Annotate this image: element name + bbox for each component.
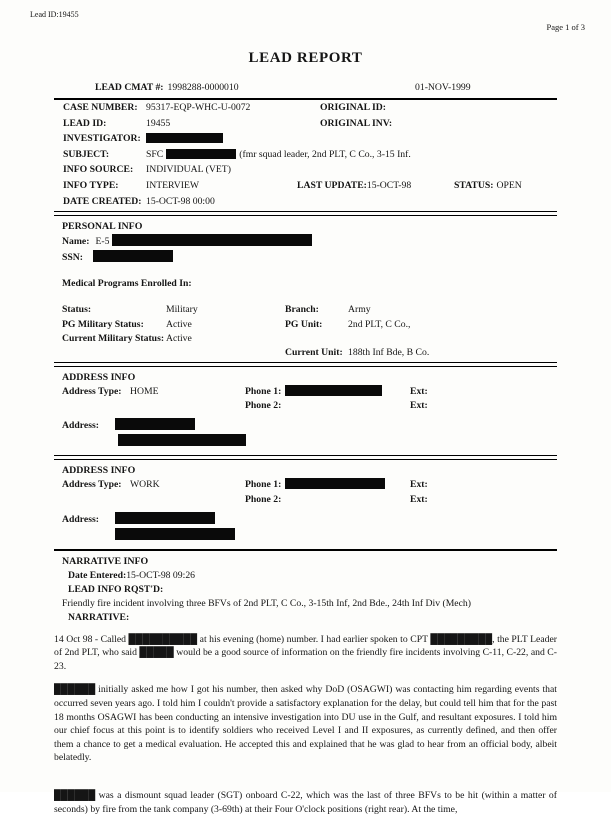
address-type-value: WORK xyxy=(130,479,160,491)
ssn-row xyxy=(54,250,557,266)
cmat-row xyxy=(54,82,557,95)
name-rank: E-5 xyxy=(95,236,110,248)
lead-info-rqstd-label: LEAD INFO RQST'D: xyxy=(68,583,164,595)
ssn-label: SSN: xyxy=(62,252,83,264)
divider-narrative xyxy=(54,549,557,551)
address-home-type-row xyxy=(54,385,557,399)
name-row xyxy=(54,234,557,250)
address-work-phone2-row xyxy=(54,493,557,507)
report-title: LEAD REPORT xyxy=(248,50,363,66)
current-unit-group xyxy=(285,346,429,360)
lead-id-stamp: Lead ID:19455 xyxy=(30,10,79,19)
pg-unit-group xyxy=(285,318,410,332)
current-status-row xyxy=(54,332,557,346)
redaction-name xyxy=(112,234,312,246)
date-entered-value: 15-OCT-98 09:26 xyxy=(126,569,196,581)
info-type-row xyxy=(54,178,557,194)
name-label: Name: xyxy=(62,236,90,248)
current-status-label: Current Military Status: xyxy=(62,332,165,344)
date-created-label: DATE CREATED: xyxy=(63,195,142,207)
pg-status-row xyxy=(54,318,557,332)
cmat-label: LEAD CMAT #: xyxy=(95,82,164,93)
info-source-row xyxy=(54,162,557,178)
status-badge: OPEN xyxy=(496,179,522,191)
case-number-value: 95317-EQP-WHC-U-0072 xyxy=(146,102,251,113)
investigator-row xyxy=(54,131,557,147)
phone2-label: Phone 2: xyxy=(245,400,282,412)
subject-rank: SFC xyxy=(146,148,164,160)
phone1-label: Phone 1: xyxy=(245,385,282,397)
personal-info-title: PERSONAL INFO xyxy=(62,221,143,233)
military-status-label: Status: xyxy=(62,304,92,316)
date-entered-row xyxy=(54,569,557,583)
branch-value: Army xyxy=(348,304,371,316)
redaction-home-address-2 xyxy=(118,434,246,446)
ext1-label: Ext: xyxy=(410,385,428,397)
pg-unit-label: PG Unit: xyxy=(285,318,323,330)
original-inv-label: ORIGINAL INV: xyxy=(320,117,393,129)
address-label: Address: xyxy=(62,513,99,525)
phone2-label: Phone 2: xyxy=(245,493,282,505)
report-body xyxy=(54,82,557,816)
address-type-label: Address Type: xyxy=(62,385,122,397)
redaction-work-phone1 xyxy=(285,478,385,489)
last-update-group xyxy=(297,178,411,194)
redaction-ssn xyxy=(93,250,173,262)
lead-id-row xyxy=(54,116,557,132)
address-work-row xyxy=(54,512,557,528)
address-home-row xyxy=(54,418,557,434)
subject-detail: (fmr squad leader, 2nd PLT, C Co., 3-15 Inf. xyxy=(239,148,411,160)
phone1-group xyxy=(245,478,385,492)
lead-id-value: 19455 xyxy=(146,117,171,129)
narrative-paragraph-2: ██████ initially asked me how I got his number, then asked why DoD (OSAGWI) was contacting him regarding events that occurred seven years ago. I told him I couldn't provide a satisfactory explanation for the delay, but could tell him that for the past 18 months OSAGWI has been conducting an intensive investigation into DU use in the Gulf, and resultant exposures. I told him our chief focus at this point is to identify soldiers who received Level I and II exposures, as currently defined, and then offer them a chance to get a medical evaluation. He accepted this and explained that he was glad to hear from an official body, albeit belatedly. xyxy=(54,684,557,764)
branch-group xyxy=(285,303,371,317)
last-update-label: LAST UPDATE: xyxy=(297,179,367,191)
current-unit-value: 188th Inf Bde, B Co. xyxy=(348,346,430,358)
lead-info-text: Friendly fire incident involving three BFVs of 2nd PLT, C Co., 3-15th Inf, 2nd Bde., 24th Inf Div (Mech) xyxy=(62,598,471,610)
address-work-title: ADDRESS INFO xyxy=(62,465,136,477)
subject-row xyxy=(54,147,557,163)
phone1-label: Phone 1: xyxy=(245,479,282,491)
case-number-label: CASE NUMBER: xyxy=(63,102,138,113)
narrative-label: NARRATIVE: xyxy=(68,612,130,624)
report-date: 01-NOV-1999 xyxy=(415,82,471,93)
subject-label: SUBJECT: xyxy=(63,148,110,160)
pg-unit-value: 2nd PLT, C Co., xyxy=(348,318,411,330)
investigator-label: INVESTIGATOR: xyxy=(63,133,141,145)
address-home-phone2-row xyxy=(54,399,557,413)
divider-address-work xyxy=(54,455,557,460)
redaction-home-address-1 xyxy=(115,418,195,430)
ext1-label: Ext: xyxy=(410,479,428,491)
ext2-label: Ext: xyxy=(410,400,428,412)
date-created-row xyxy=(54,194,557,210)
page-number: Page 1 of 3 xyxy=(546,22,585,32)
info-type-label: INFO TYPE: xyxy=(63,179,119,191)
ext2-label: Ext: xyxy=(410,493,428,505)
address-type-label: Address Type: xyxy=(62,479,122,491)
lead-id-label: LEAD ID: xyxy=(63,117,107,129)
divider-address-home xyxy=(54,362,557,367)
phone1-group xyxy=(245,385,382,399)
address-home-title: ADDRESS INFO xyxy=(62,371,136,383)
last-update-value: 15-OCT-98 xyxy=(366,179,412,191)
narrative-paragraph-1: 14 Oct 98 - Called ██████████ at his evening (home) number. I had earlier spoken to CPT █████████, the PLT Leader of 2nd PLT, who said █████ would be a good source of information on the friendly fire incidents involving C-11, C-22, and C-23. xyxy=(54,633,557,672)
redaction-work-address-1 xyxy=(115,512,215,524)
address-label: Address: xyxy=(62,420,99,432)
address-work-type-row xyxy=(54,478,557,492)
cmat-value: 1998288-0000010 xyxy=(167,82,239,93)
redaction-work-address-2 xyxy=(115,528,235,540)
narrative-paragraph-3: ██████ was a dismount squad leader (SGT) onboard C-22, which was the last of three BFVs to be hit (within a matter of seconds) by fire from the tank company (3-69th) at their Four O'clock positions (right rear). At the time, xyxy=(54,789,557,815)
status-group xyxy=(454,178,522,194)
status-row xyxy=(54,303,557,317)
current-status-value: Active xyxy=(166,332,192,344)
military-status-value: Military xyxy=(166,304,198,316)
date-created-value: 15-OCT-98 00:00 xyxy=(146,195,215,207)
pg-status-label: PG Military Status: xyxy=(62,318,144,330)
address-type-value: HOME xyxy=(130,385,159,397)
date-entered-label: Date Entered: xyxy=(68,569,127,581)
original-id-label: ORIGINAL ID: xyxy=(320,102,386,113)
branch-label: Branch: xyxy=(285,304,319,316)
info-source-value: INDIVIDUAL (VET) xyxy=(146,164,231,176)
address-home-row2 xyxy=(54,434,557,450)
redaction-investigator xyxy=(146,133,223,143)
narrative-info-title: NARRATIVE INFO xyxy=(62,555,149,567)
status-label: STATUS: xyxy=(454,179,494,191)
info-type-value: INTERVIEW xyxy=(146,179,200,191)
info-source-label: INFO SOURCE: xyxy=(63,164,134,176)
case-number-row xyxy=(54,100,557,116)
cmat-group xyxy=(95,82,239,93)
current-unit-label: Current Unit: xyxy=(285,346,343,358)
address-work-row2 xyxy=(54,528,557,544)
redaction-home-phone1 xyxy=(285,385,382,396)
medical-programs-label: Medical Programs Enrolled In: xyxy=(62,278,192,290)
pg-status-value: Active xyxy=(166,318,192,330)
divider-personal xyxy=(54,211,557,216)
redaction-subject-name xyxy=(166,149,236,159)
